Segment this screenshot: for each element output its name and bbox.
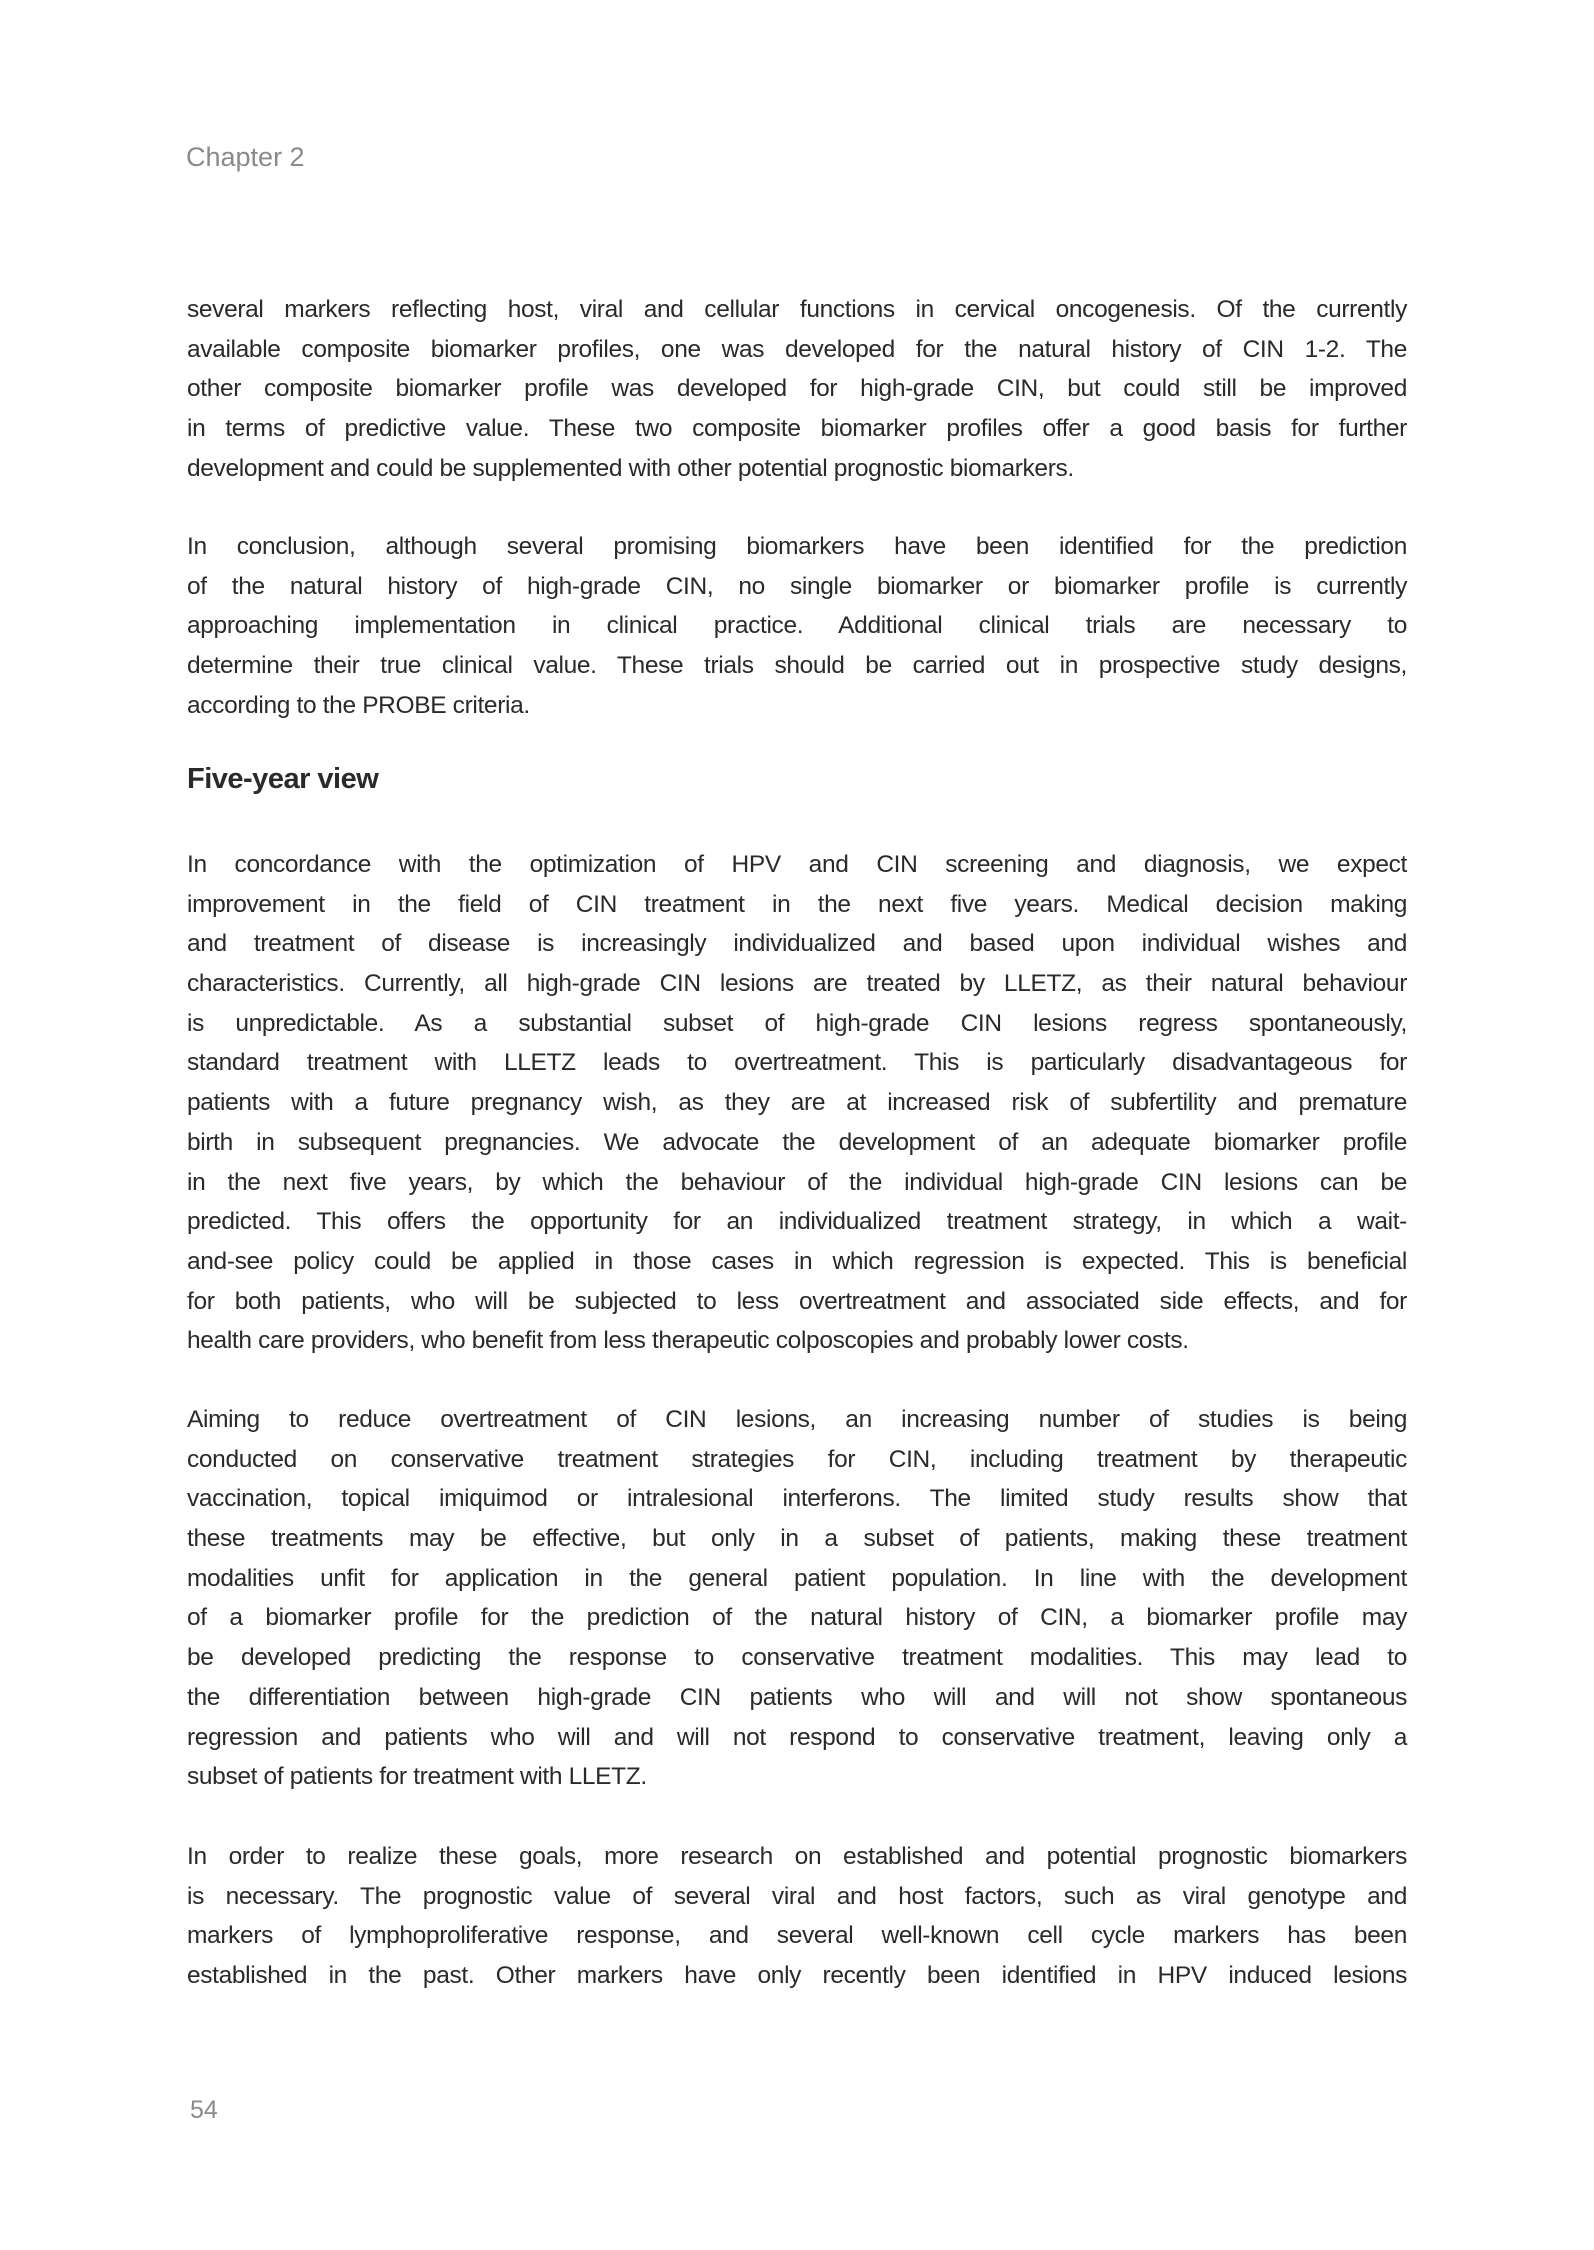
text-line: approaching implementation in clinical practice. Additional clinical trials are necessary to [187, 612, 1407, 640]
text-line: other composite biomarker profile was developed for high-grade CIN, but could still be improved [187, 375, 1407, 403]
text-line: modalities unfit for application in the general patient population. In line with the development [187, 1564, 1407, 1592]
text-line: the differentiation between high-grade CIN patients who will and will not show spontaneous [187, 1683, 1407, 1711]
text-line: of the natural history of high-grade CIN, no single biomarker or biomarker profile is currently [187, 572, 1407, 600]
text-line: markers of lymphoproliferative response, and several well-known cell cycle markers has been [187, 1922, 1407, 1950]
text-line: In order to realize these goals, more research on established and potential prognostic biomarkers [187, 1843, 1407, 1870]
text-line: regression and patients who will and will not respond to conservative treatment, leaving only a [187, 1723, 1407, 1751]
paragraph-3 [187, 845, 1407, 1361]
paragraph-2 [187, 527, 1407, 725]
text-line: in terms of predictive value. These two composite biomarker profiles offer a good basis for further [187, 415, 1407, 443]
text-line: health care providers, who benefit from less therapeutic colposcopies and probably lower costs. [187, 1327, 1189, 1355]
text-line: vaccination, topical imiquimod or intralesional interferons. The limited study results show that [187, 1485, 1407, 1513]
text-line: is necessary. The prognostic value of several viral and host factors, such as viral genotype and [187, 1882, 1407, 1910]
text-line: of a biomarker profile for the prediction of the natural history of CIN, a biomarker profile may [187, 1604, 1407, 1632]
text-line: In conclusion, although several promising biomarkers have been identified for the prediction [187, 533, 1407, 560]
text-line: for both patients, who will be subjected to less overtreatment and associated side effects, and for [187, 1287, 1407, 1315]
text-line: standard treatment with LLETZ leads to overtreatment. This is particularly disadvantageous for [187, 1049, 1407, 1077]
paragraph-4 [187, 1400, 1407, 1797]
text-line: characteristics. Currently, all high-grade CIN lesions are treated by LLETZ, as their natural behaviour [187, 970, 1407, 998]
text-line: in the next five years, by which the behaviour of the individual high-grade CIN lesions can be [187, 1168, 1407, 1196]
text-line: development and could be supplemented with other potential prognostic biomarkers. [187, 454, 1074, 482]
paragraph-1 [187, 290, 1407, 488]
text-line: improvement in the field of CIN treatment in the next five years. Medical decision making [187, 890, 1407, 918]
text-line: established in the past. Other markers have only recently been identified in HPV induced lesions [187, 1962, 1407, 1990]
text-line: is unpredictable. As a substantial subset of high-grade CIN lesions regress spontaneously, [187, 1009, 1407, 1037]
text-line: and treatment of disease is increasingly individualized and based upon individual wishes and [187, 930, 1407, 958]
text-line: available composite biomarker profiles, one was developed for the natural history of CIN 1-2. The [187, 335, 1407, 363]
text-line: Aiming to reduce overtreatment of CIN lesions, an increasing number of studies is being [187, 1406, 1407, 1433]
text-line: birth in subsequent pregnancies. We advocate the development of an adequate biomarker profile [187, 1128, 1407, 1156]
section-heading: Five-year view [187, 763, 379, 795]
text-line: determine their true clinical value. These trials should be carried out in prospective study designs, [187, 652, 1407, 680]
page-number: 54 [190, 2096, 218, 2124]
text-line: several markers reflecting host, viral and cellular functions in cervical oncogenesis. Of the currently [187, 296, 1407, 323]
text-line: be developed predicting the response to conservative treatment modalities. This may lead to [187, 1644, 1407, 1672]
text-line: and-see policy could be applied in those cases in which regression is expected. This is beneficial [187, 1247, 1407, 1275]
running-header: Chapter 2 [186, 142, 305, 172]
text-line: according to the PROBE criteria. [187, 691, 530, 719]
paragraph-5 [187, 1837, 1407, 1996]
text-line: conducted on conservative treatment strategies for CIN, including treatment by therapeutic [187, 1445, 1407, 1473]
text-line: In concordance with the optimization of HPV and CIN screening and diagnosis, we expect [187, 851, 1407, 878]
text-line: subset of patients for treatment with LLETZ. [187, 1763, 647, 1791]
text-line: predicted. This offers the opportunity for an individualized treatment strategy, in which a wait- [187, 1208, 1407, 1236]
text-line: patients with a future pregnancy wish, as they are at increased risk of subfertility and premature [187, 1089, 1407, 1117]
text-line: these treatments may be effective, but only in a subset of patients, making these treatment [187, 1525, 1407, 1553]
